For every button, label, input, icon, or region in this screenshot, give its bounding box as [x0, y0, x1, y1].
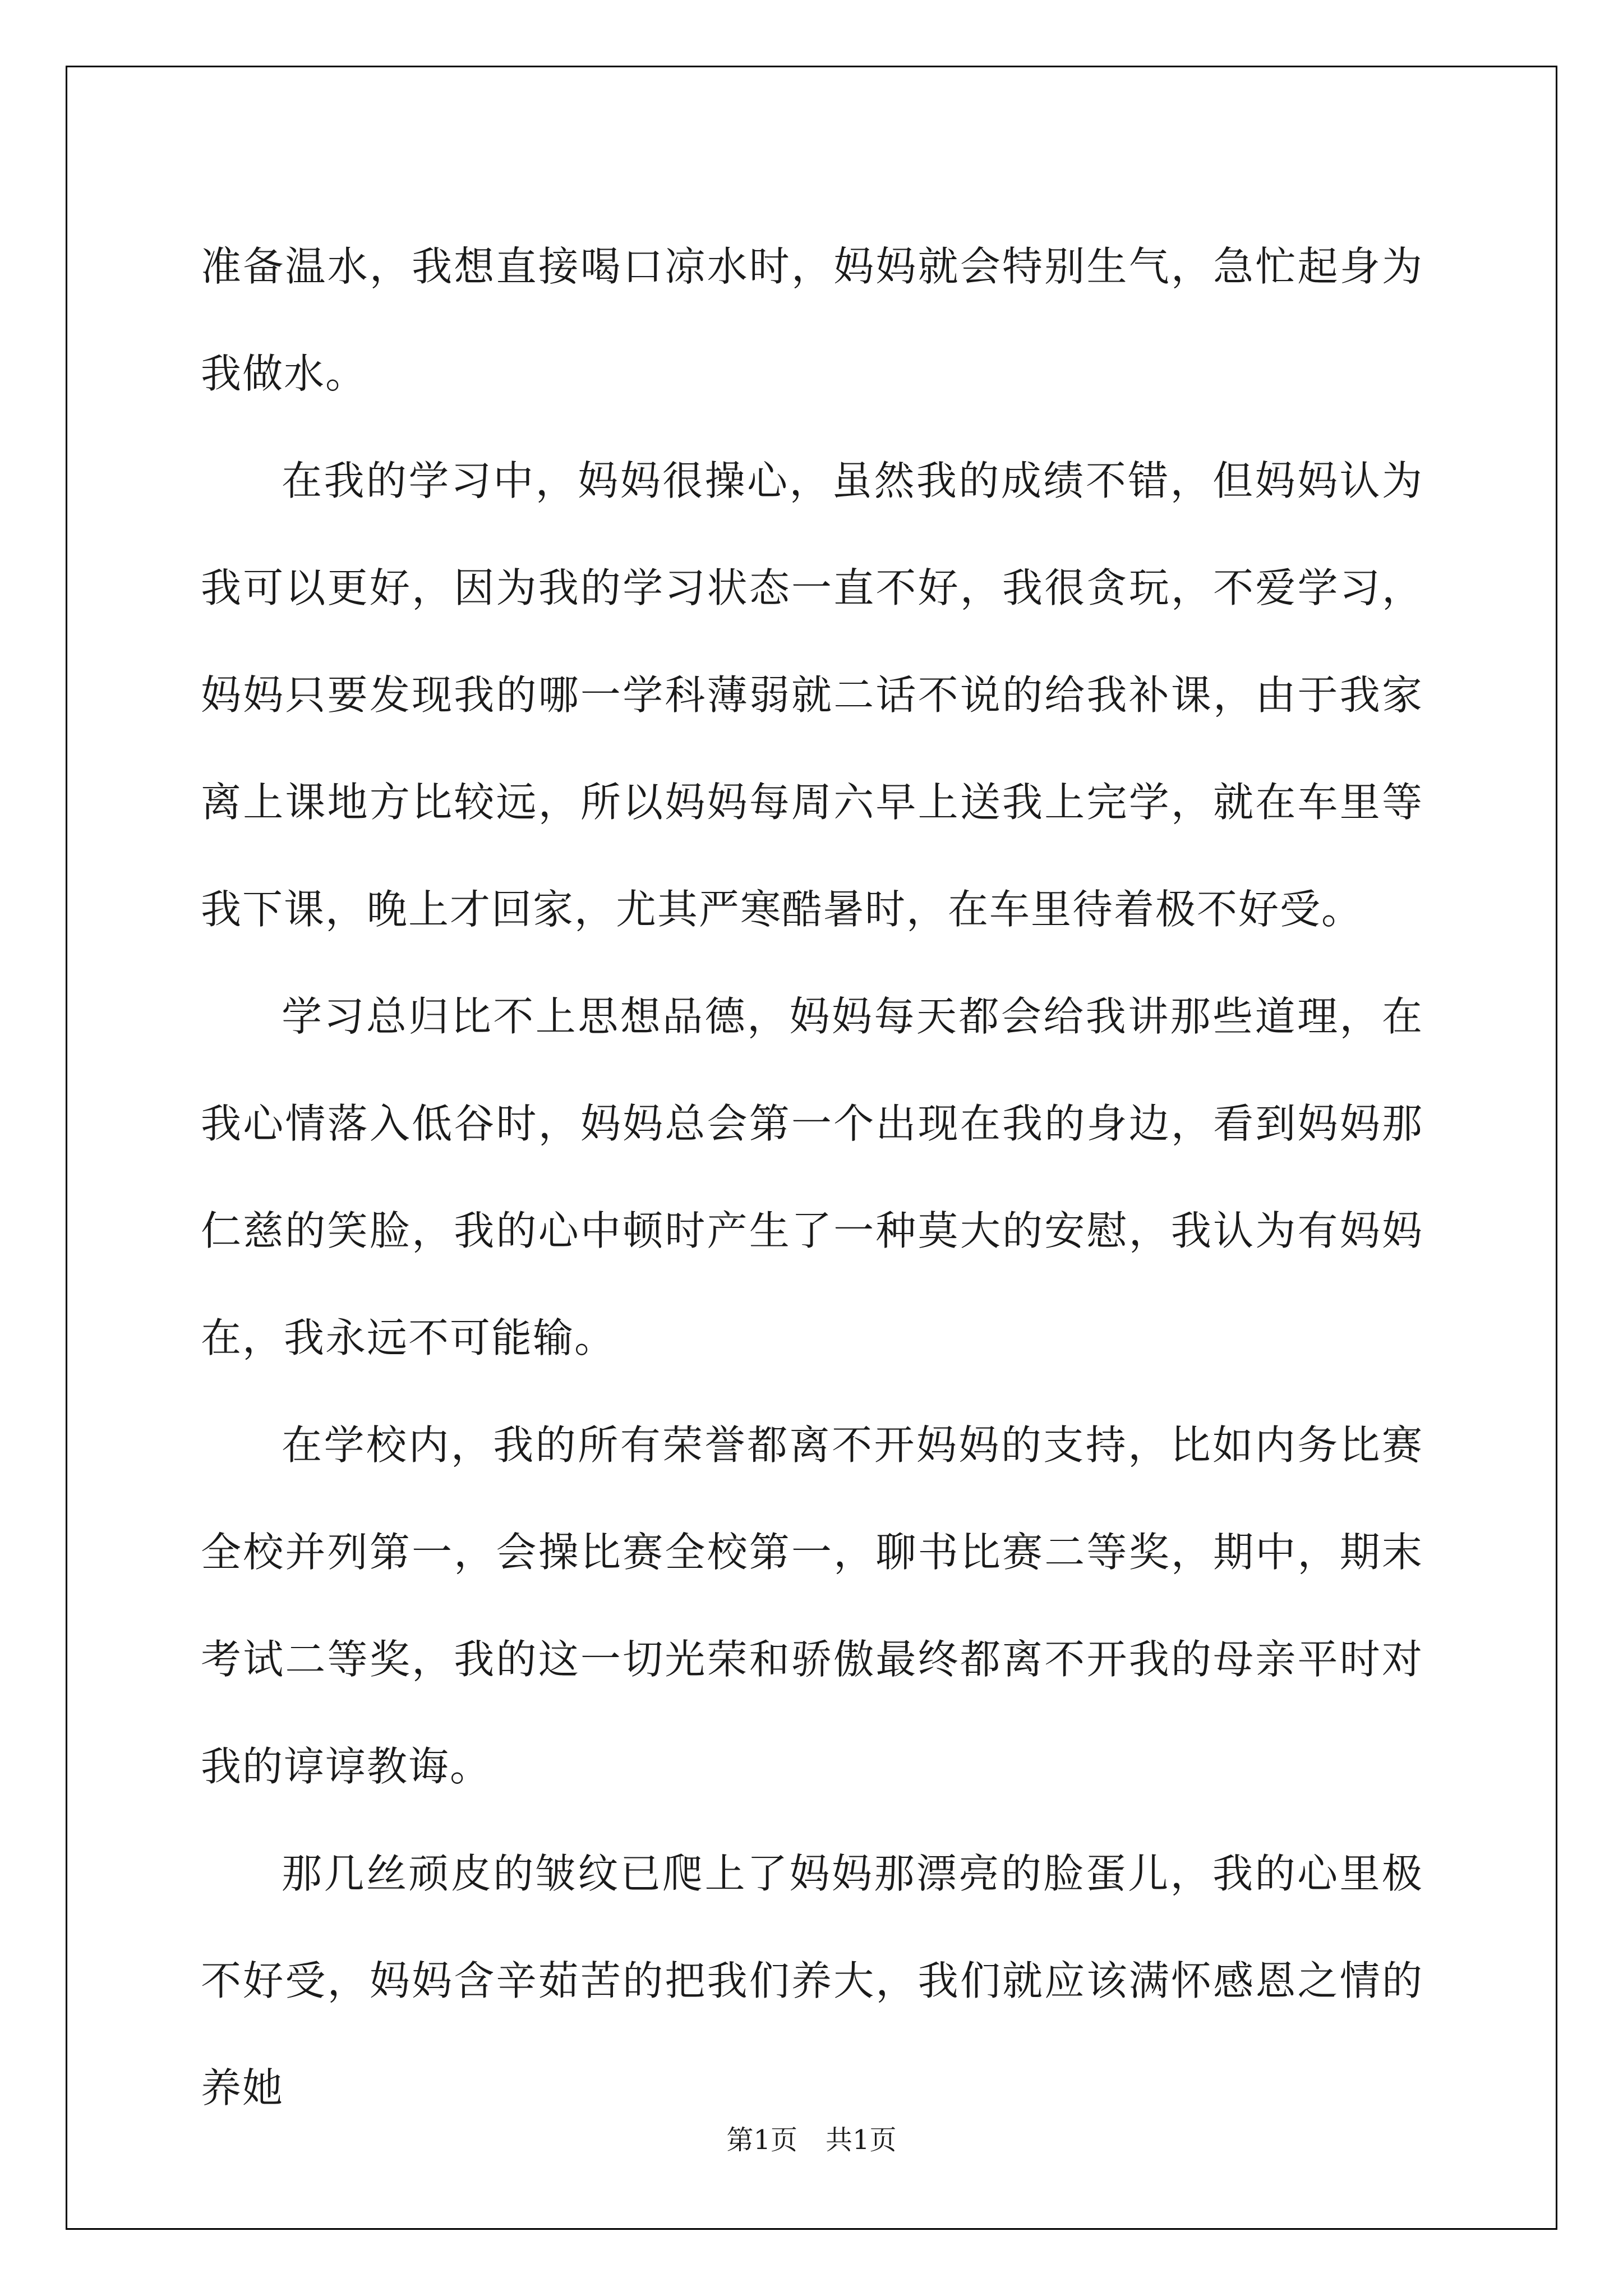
- paragraph-5: 那几丝顽皮的皱纹已爬上了妈妈那漂亮的脸蛋儿，我的心里极不好受，妈妈含辛茹苦的把我们养大，我们就应该满怀感恩之情的养她: [201, 1850, 1423, 2111]
- paragraph-3: 学习总归比不上思想品德，妈妈每天都会给我讲那些道理，在我心情落入低谷时，妈妈总会第一个出现在我的身边，看到妈妈那仁慈的笑脸，我的心中顿时产生了一种莫大的安慰，我认为有妈妈在，我永远不可能输。: [201, 993, 1423, 1361]
- paragraph-1: 准备温水，我想直接喝口凉水时，妈妈就会特别生气，急忙起身为我做水。: [201, 243, 1423, 397]
- page-number-current: 第1页: [726, 2124, 797, 2156]
- paragraph-4: 在学校内，我的所有荣誉都离不开妈妈的支持，比如内务比赛全校并列第一，会操比赛全校第一，聊书比赛二等奖，期中，期末考试二等奖，我的这一切光荣和骄傲最终都离不开我的母亲平时对我的谆谆教诲。: [201, 1421, 1423, 1790]
- page-number-total: 共1页: [826, 2124, 897, 2156]
- paragraph-2: 在我的学习中，妈妈很操心，虽然我的成绩不错，但妈妈认为我可以更好，因为我的学习状态一直不好，我很贪玩，不爱学习，妈妈只要发现我的哪一学科薄弱就二话不说的给我补课，由于我家离上课地方比较远，所以妈妈每周六早上送我上完学，就在车里等我下课，晚上才回家，尤其严寒酷暑时，在车里待着极不好受。: [201, 457, 1423, 933]
- page-footer: [0, 2123, 1623, 2157]
- document-body: [201, 213, 1423, 2142]
